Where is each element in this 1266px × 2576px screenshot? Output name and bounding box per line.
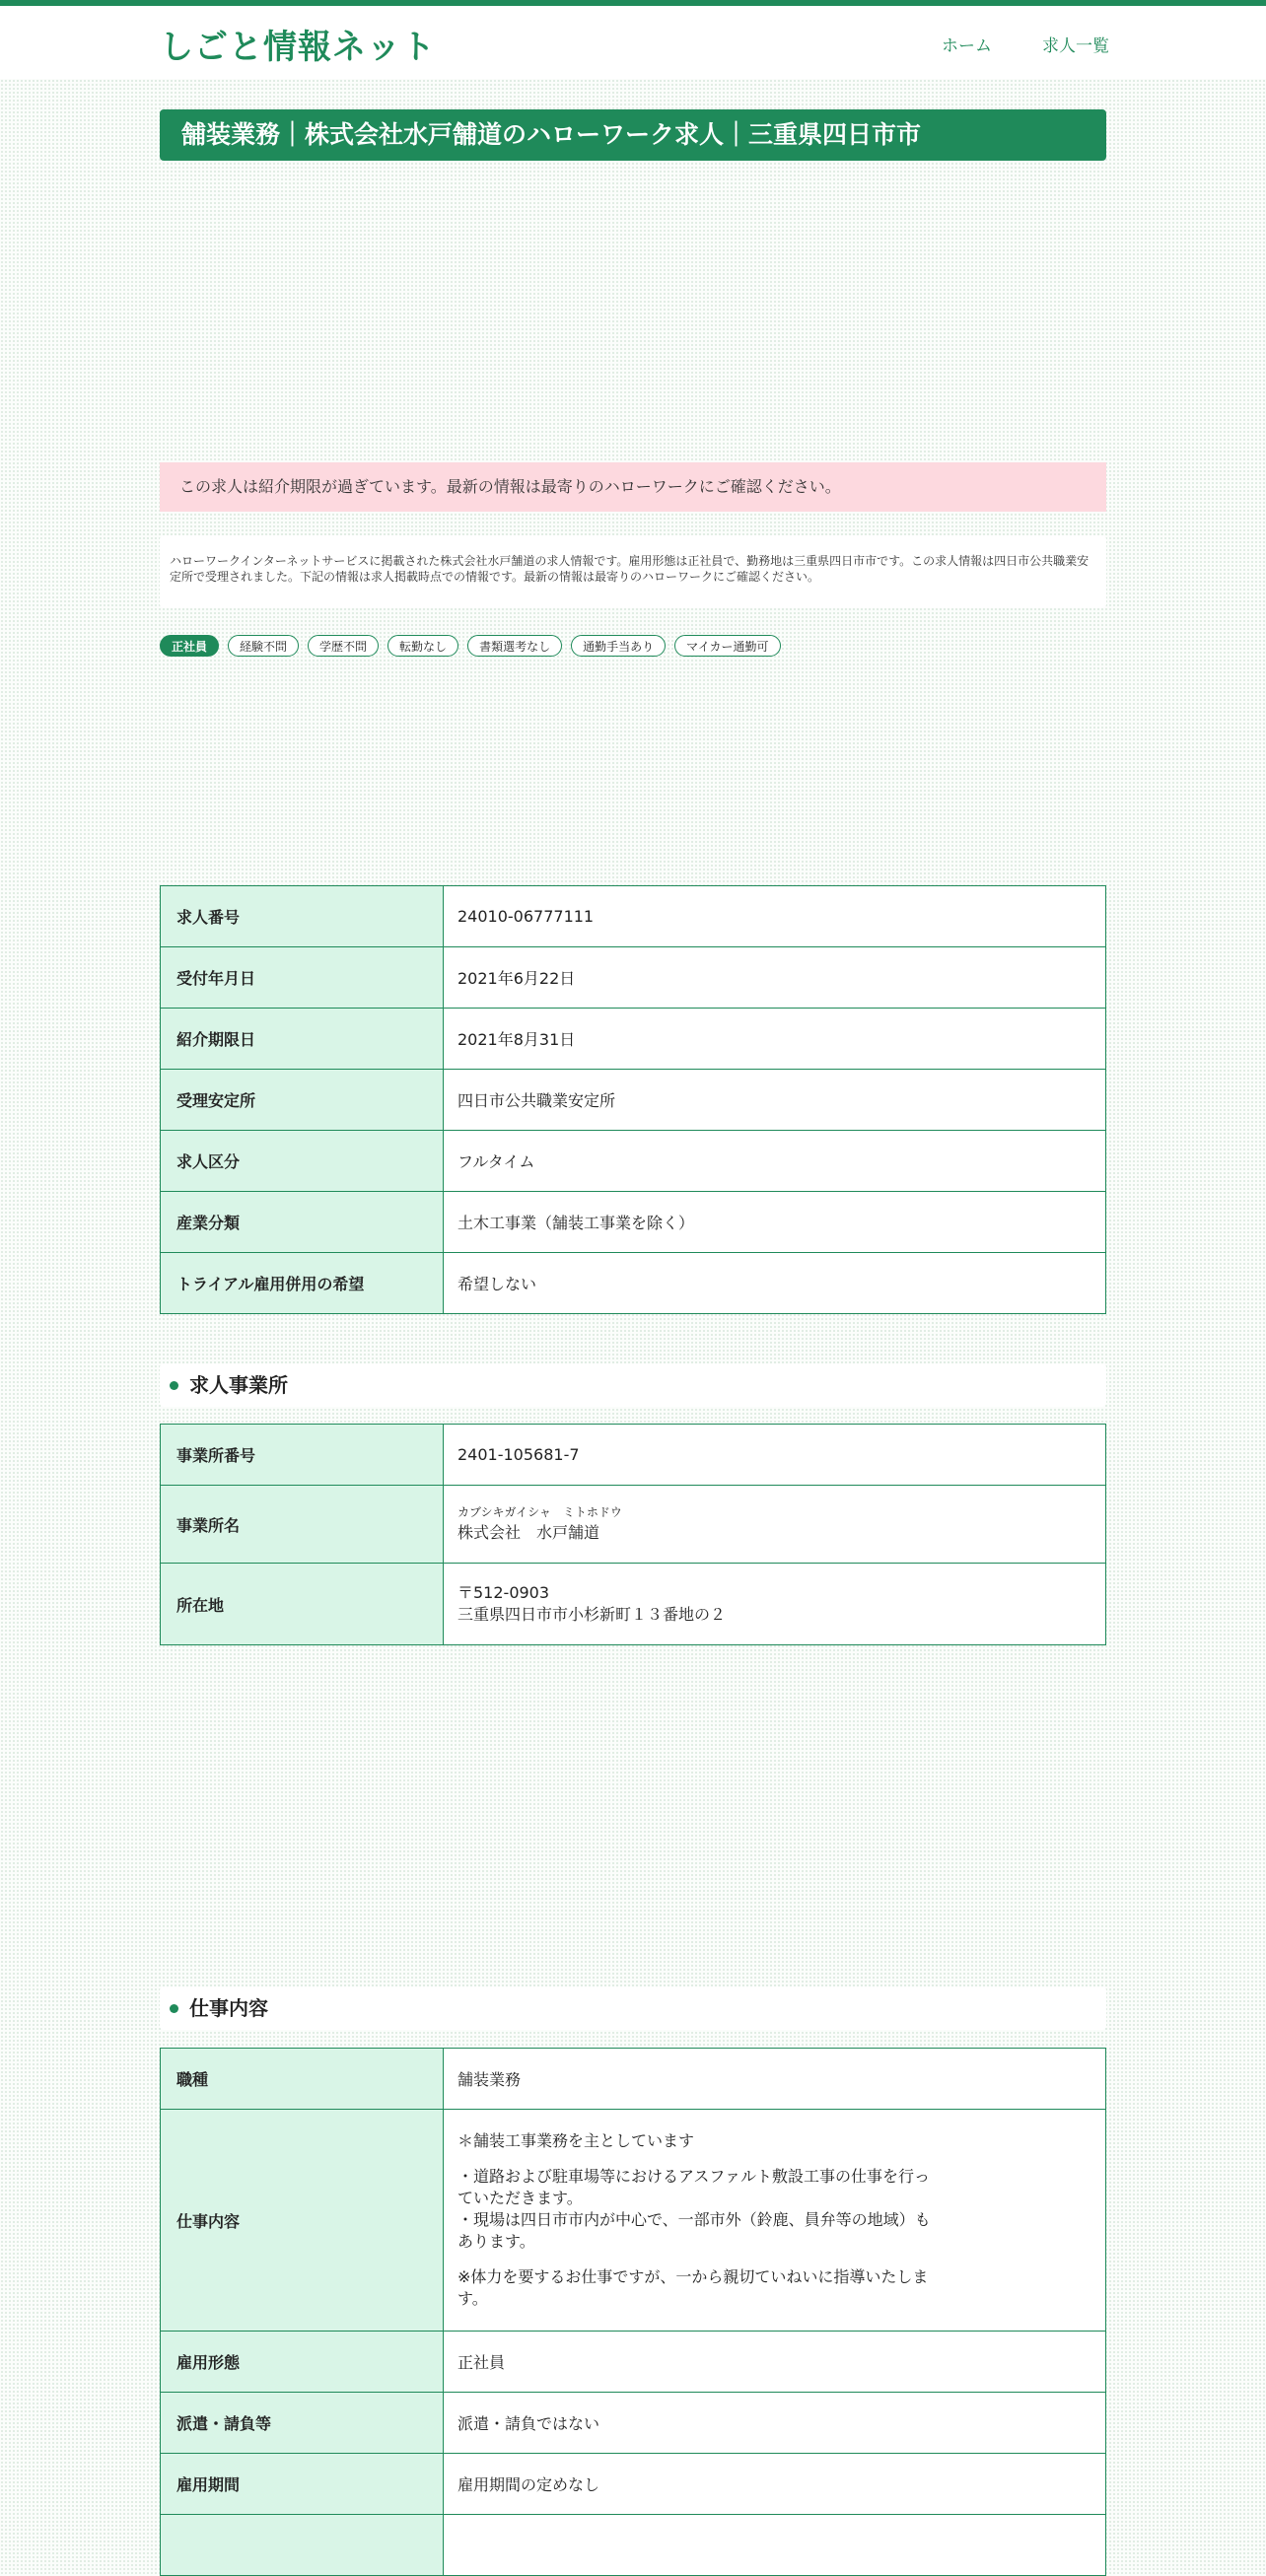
table-row xyxy=(161,2393,1106,2454)
row-label: 所在地 xyxy=(161,1564,444,1645)
address: 三重県四日市市小杉新町１３番地の２ xyxy=(457,1605,727,1624)
page-title: 舗装業務｜株式会社水戸舗道のハローワーク求人｜三重県四日市市 xyxy=(160,109,1106,161)
table-row xyxy=(161,1425,1106,1486)
tag-no-document-screening: 書類選考なし xyxy=(467,635,562,657)
company-name-kana: カブシキガイシャ ミトホドウ xyxy=(457,1505,622,1519)
row-label: 仕事内容 xyxy=(161,2110,444,2332)
postal-code: 〒512-0903 xyxy=(457,1583,550,1602)
row-label: 産業分類 xyxy=(161,1192,444,1253)
row-value: 2021年8月31日 xyxy=(444,1009,1106,1070)
job-description-summary: ハローワークインターネットサービスに掲載された株式会社水戸舗道の求人情報です。雇用形態は正社員で、勤務地は三重県四日市市です。この求人情報は四日市公共職業安定所で受理されました。下記の情報は求人掲載時点での情報です。最新の情報は最寄りのハローワークにご確認ください。 xyxy=(160,535,1106,608)
row-label xyxy=(161,2515,444,2576)
tag-commute-allowance: 通勤手当あり xyxy=(571,635,666,657)
row-value: 2401-105681-7 xyxy=(444,1425,1106,1486)
row-value: 2021年6月22日 xyxy=(444,947,1106,1009)
row-label: 求人番号 xyxy=(161,886,444,947)
table-row xyxy=(161,1253,1106,1314)
row-value: 派遣・請負ではない xyxy=(444,2393,1106,2454)
row-label: 紹介期限日 xyxy=(161,1009,444,1070)
table-row xyxy=(161,2110,1106,2332)
job-content-section-heading xyxy=(160,1986,1106,2030)
row-label: 派遣・請負等 xyxy=(161,2393,444,2454)
row-label: 職種 xyxy=(161,2049,444,2110)
row-label: 受理安定所 xyxy=(161,1070,444,1131)
tag-no-education: 学歴不問 xyxy=(308,635,379,657)
table-row xyxy=(161,2454,1106,2515)
row-value: 正社員 xyxy=(444,2332,1106,2393)
row-value: フルタイム xyxy=(444,1131,1106,1192)
row-label: 求人区分 xyxy=(161,1131,444,1192)
table-row xyxy=(161,886,1106,947)
row-label: トライアル雇用併用の希望 xyxy=(161,1253,444,1314)
row-value xyxy=(444,1486,1106,1564)
content-line: ・現場は四日市市内が中心で、一部市外（鈴鹿、員弁等の地域）もあります。 xyxy=(457,2210,931,2251)
office-table xyxy=(160,1424,1106,1645)
row-value: 希望しない xyxy=(444,1253,1106,1314)
table-row xyxy=(161,1564,1106,1645)
bullet-dot-icon xyxy=(170,1381,178,1390)
section-title: 求人事業所 xyxy=(189,1373,288,1397)
tag-no-transfer: 転勤なし xyxy=(387,635,458,657)
table-row xyxy=(161,1070,1106,1131)
content-line: ＊舗装工事業務を主としています xyxy=(457,2131,695,2150)
company-name: 株式会社 水戸舗道 xyxy=(457,1523,600,1542)
expired-alert: この求人は紹介期限が過ぎています。最新の情報は最寄りのハローワークにご確認ください。 xyxy=(160,462,1106,512)
table-row xyxy=(161,2332,1106,2393)
job-summary-table xyxy=(160,885,1106,1314)
section-title: 仕事内容 xyxy=(189,1996,268,2020)
tag-no-experience: 経験不問 xyxy=(228,635,299,657)
row-label: 雇用期間 xyxy=(161,2454,444,2515)
table-row xyxy=(161,2049,1106,2110)
row-label: 受付年月日 xyxy=(161,947,444,1009)
table-row xyxy=(161,1009,1106,1070)
row-value: 雇用期間の定めなし xyxy=(444,2454,1106,2515)
row-label: 事業所番号 xyxy=(161,1425,444,1486)
content-line: ・道路および駐車場等におけるアスファルト敷設工事の仕事を行っていただきます。 xyxy=(457,2167,931,2207)
table-row xyxy=(161,2515,1106,2576)
site-logo[interactable]: しごと情報ネット xyxy=(160,28,436,67)
row-value: 土木工事業（舗装工事業を除く） xyxy=(444,1192,1106,1253)
row-value xyxy=(444,1564,1106,1645)
job-content-table xyxy=(160,2048,1106,2576)
table-row xyxy=(161,1131,1106,1192)
row-value: 24010-06777111 xyxy=(444,886,1106,947)
site-header xyxy=(0,6,1266,79)
tag-car-commute: マイカー通勤可 xyxy=(674,635,780,657)
table-row xyxy=(161,1486,1106,1564)
tag-full-time: 正社員 xyxy=(160,635,219,657)
table-row xyxy=(161,1192,1106,1253)
row-label: 雇用形態 xyxy=(161,2332,444,2393)
job-content-text xyxy=(457,2130,931,2310)
table-row xyxy=(161,947,1106,1009)
content-line: ※体力を要するお仕事ですが、一から親切ていねいに指導いたします。 xyxy=(457,2267,929,2308)
row-value: 舗装業務 xyxy=(444,2049,1106,2110)
row-value: 四日市公共職業安定所 xyxy=(444,1070,1106,1131)
row-label: 事業所名 xyxy=(161,1486,444,1564)
nav-home-link[interactable]: ホーム xyxy=(942,36,992,56)
office-section-heading xyxy=(160,1363,1106,1407)
bullet-dot-icon xyxy=(170,2004,178,2013)
row-value xyxy=(444,2515,1106,2576)
nav-job-list-link[interactable]: 求人一覧 xyxy=(1042,36,1109,56)
row-value xyxy=(444,2110,1106,2332)
tag-list xyxy=(160,635,781,657)
